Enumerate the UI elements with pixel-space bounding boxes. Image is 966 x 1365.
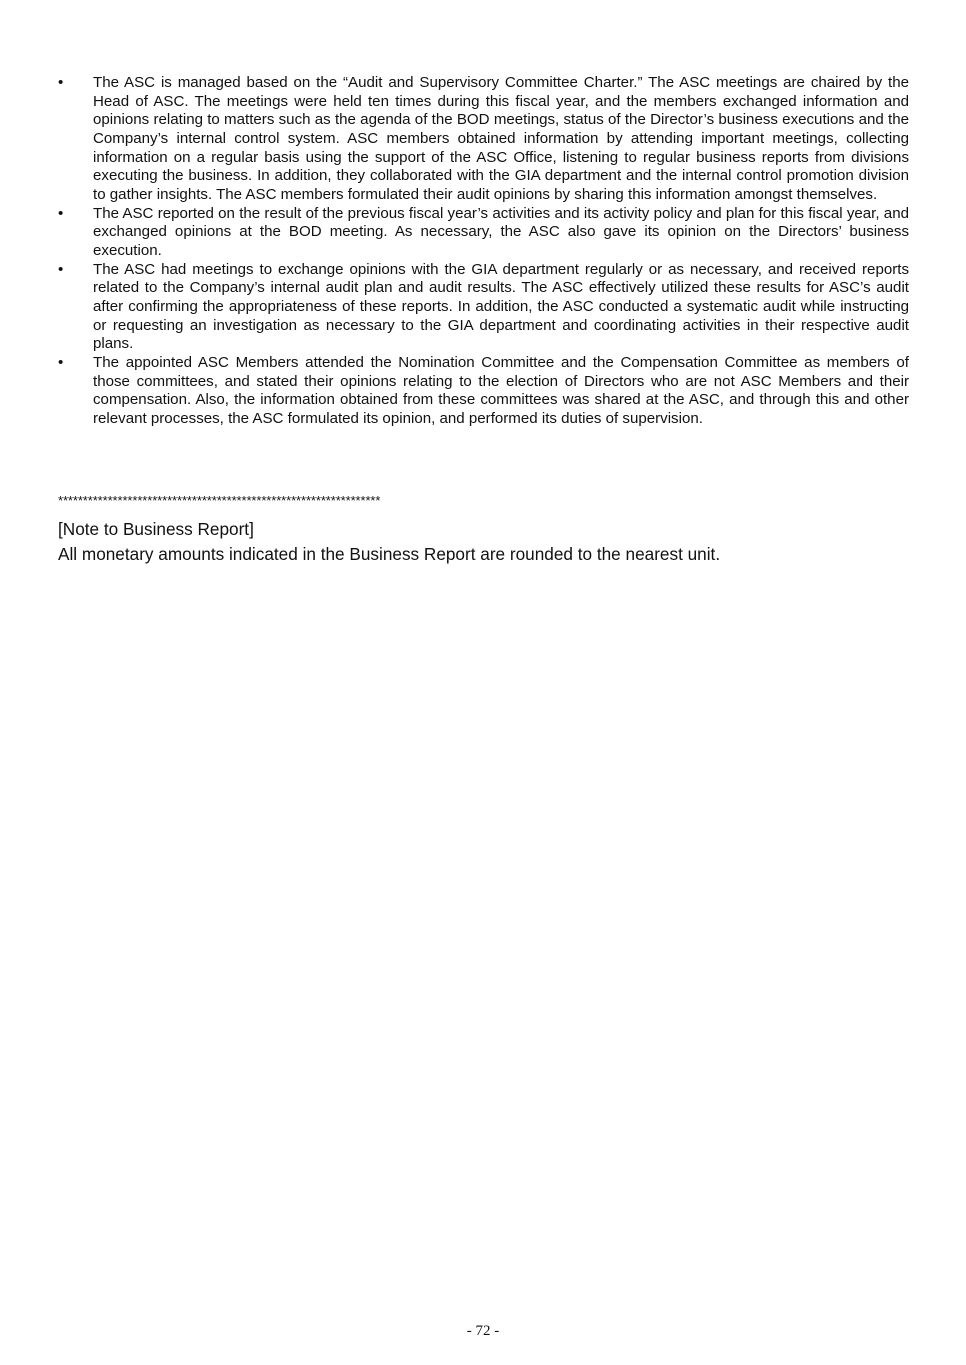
list-item [58,205,909,261]
bullet-icon: • [58,204,64,222]
page-number: - 72 - [466,1323,500,1339]
list-item [58,74,909,205]
list-item-text: The ASC had meetings to exchange opinions with the GIA department regularly or as necessary, and received reports related to the Company’s internal audit plan and audit results. The ASC effectively utilized these results for ASC’s audit after confirming the appropriateness of these reports. In addition, the ASC conducted a systematic audit while instructing or requesting an investigation as necessary to the GIA department and coordinating activities in their respective audit plans. [93,260,909,353]
bullet-icon: • [58,74,64,91]
section-separator: ***************************************************************** [58,493,381,508]
list-item [58,261,909,354]
list-item-text: The ASC reported on the result of the previous fiscal year’s activities and its activity policy and plan for this fiscal year, and exchanged opinions at the BOD meeting. As necessary, the ASC also gave its opinion on the Directors’ business execution. [93,204,909,259]
note-heading: [Note to Business Report] [58,519,254,539]
bullet-icon: • [58,353,64,371]
list-item-text: The appointed ASC Members attended the Nomination Committee and the Compensation Committee as members of those committees, and stated their opinions relating to the election of Directors who are not ASC Members and their compensation. Also, the information obtained from these committees was shared at the ASC, and through this and other relevant processes, the ASC formulated its opinion, and performed its duties of supervision. [93,353,909,427]
list-item-text: The ASC is managed based on the “Audit and Supervisory Committee Charter.” The ASC meetings are chaired by the Head of ASC. The meetings were held ten times during this fiscal year, and the members exchanged information and opinions relating to matters such as the agenda of the BOD meetings, status of the Director’s business executions and the Company’s internal control system. ASC members obtained information by attending important meetings, collecting information on a regular basis using the support of the ASC Office, listening to regular business reports from divisions executing the business. In addition, they collaborated with the GIA department and the internal control promotion division to gather insights. The ASC members formulated their audit opinions by sharing this information amongst themselves. [93,74,909,203]
asc-activities-list [58,74,909,428]
bullet-icon: • [58,260,64,278]
list-item [58,354,909,429]
note-body: All monetary amounts indicated in the Business Report are rounded to the nearest unit. [58,544,721,564]
